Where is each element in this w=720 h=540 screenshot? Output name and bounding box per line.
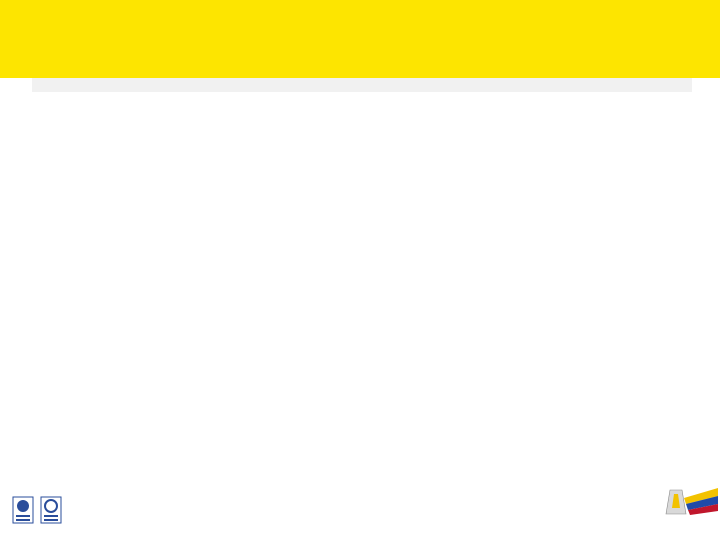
header-documento [38,78,188,92]
alcaldia-logo [636,484,720,540]
table-header [32,78,692,93]
top-yellow-band [0,0,720,78]
logo-emblem-icon [636,484,720,518]
footer [0,492,720,540]
quality-seal-icon [40,496,62,524]
certification-seal-icon [12,496,34,524]
header-adjunto [648,78,692,92]
documents-table [32,78,692,492]
header-cantidad [188,78,224,92]
header-observaciones [228,78,646,92]
